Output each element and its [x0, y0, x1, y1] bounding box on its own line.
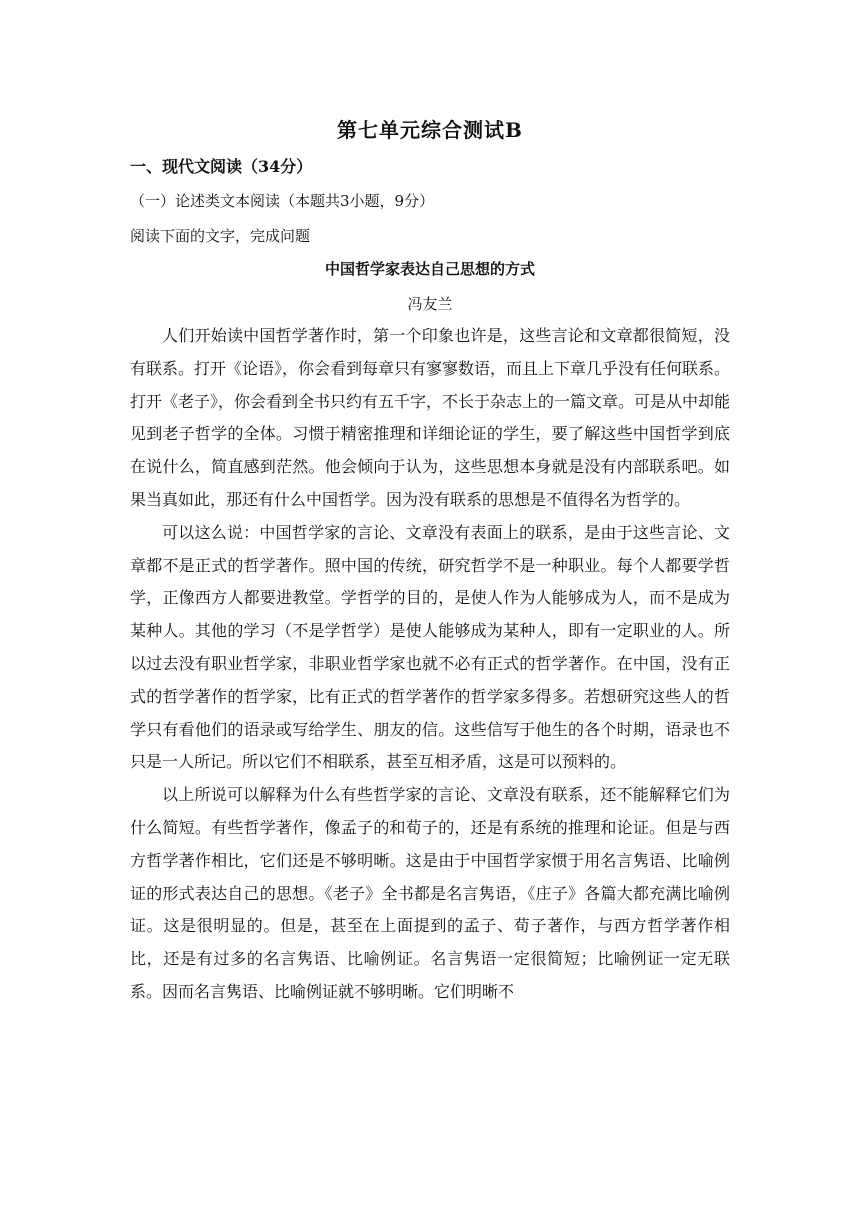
article-author: 冯友兰	[407, 295, 453, 313]
paragraph-3: 以上所说可以解释为什么有些哲学家的言论、文章没有联系，还不能解释它们为什么简短。有些哲学著作，像孟子的和荀子的，还是有系统的推理和论证。但是与西方哲学著作相比，它们还是不够明晰。这是由于中国哲学家惯于用名言隽语、比喻例证的形式表达自己的思想。《老子》全书都是名言隽语，《庄子》各篇大都充满比喻例证。这是很明显的。但是，甚至在上面提到的孟子、荀子著作，与西方哲学著作相比，还是有过多的名言隽语、比喻例证。名言隽语一定很简短；比喻例证一定无联系。因而名言隽语、比喻例证就不够明晰。它们明晰不	[130, 785, 730, 1001]
reading-instruction: 阅读下面的文字，完成问题	[130, 227, 311, 245]
paragraph-1: 人们开始读中国哲学著作时，第一个印象也许是，这些言论和文章都很简短，没有联系。打开《论语》，你会看到每章只有寥寥数语，而且上下章几乎没有任何联系。打开《老子》，你会看到全书只约有五千字，不长于杂志上的一篇文章。可是从中却能见到老子哲学的全体。习惯于精密推理和详细论证的学生，要了解这些中国哲学到底在说什么，简直感到茫然。他会倾向于认为，这些思想本身就是没有内部联系吧。如果当真如此，那还有什么中国哲学。因为没有联系的思想是不值得名为哲学的。	[130, 326, 731, 509]
article-body	[130, 320, 730, 1009]
paragraph-2: 可以这么说：中国哲学家的言论、文章没有表面上的联系，是由于这些言论、文章都不是正式的哲学著作。照中国的传统，研究哲学不是一种职业。每个人都要学哲学，正像西方人都要进教堂。学哲学的目的，是使人作为人能够成为人，而不是成为某种人。其他的学习（不是学哲学）是使人能够成为某种人，即有一定职业的人。所以过去没有职业哲学家，非职业哲学家也就不必有正式的哲学著作。在中国，没有正式的哲学著作的哲学家，比有正式的哲学著作的哲学家多得多。若想研究这些人的哲学只有看他们的语录或写给学生、朋友的信。这些信写于他生的各个时期，语录也不只是一人所记。所以它们不相联系，甚至互相矛盾，这是可以预料的。	[130, 522, 730, 772]
section-heading: 一、现代文阅读（34分）	[130, 157, 313, 176]
article-title: 中国哲学家表达自己思想的方式	[324, 260, 535, 278]
subsection-heading: （一）论述类文本阅读（本题共3小题，9分）	[130, 192, 435, 210]
document-title: 第七单元综合测试B	[337, 118, 523, 142]
